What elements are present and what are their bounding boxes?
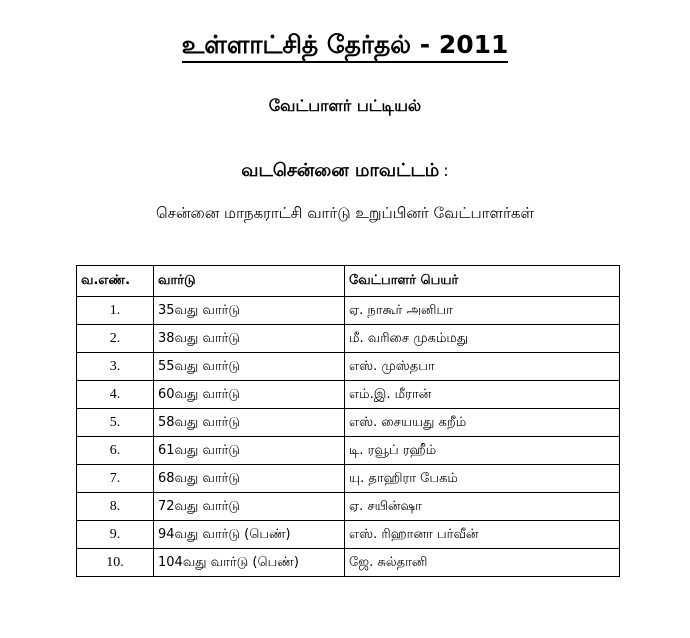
cell-serial-number: 9. [77,521,154,549]
table-row [77,549,620,577]
section-subheading: சென்னை மாநகராட்சி வார்டு உறுப்பினர் வேட்பாளர்கள் [156,204,534,222]
table-row [77,409,620,437]
header-candidate-name: வேட்பாளர் பெயர் [345,266,620,297]
district-name: வடசென்னை மாவட்டம் [241,160,440,181]
cell-candidate-name: ஏ. நாகூர் அனிபா [345,297,620,325]
cell-serial-number: 8. [77,493,154,521]
document-title-text: உள்ளாட்சித் தேர்தல் - 2011 [182,30,509,63]
cell-candidate-name: மீ. வரிசை முகம்மது [345,325,620,353]
cell-candidate-name: ஜே. சுல்தானி [345,549,620,577]
cell-candidate-name: எம்.இ. மீரான் [345,381,620,409]
cell-candidate-name: எஸ். சையயது கறீம் [345,409,620,437]
header-ward: வார்டு [154,266,345,297]
candidate-table [76,265,620,577]
cell-ward: 94வது வார்டு (பெண்) [154,521,345,549]
cell-candidate-name: ஏ. சயின்ஷா [345,493,620,521]
cell-candidate-name: எஸ். ரிஹானா பர்வீன் [345,521,620,549]
table-row [77,381,620,409]
cell-serial-number: 4. [77,381,154,409]
cell-ward: 68வது வார்டு [154,465,345,493]
cell-serial-number: 1. [77,297,154,325]
district-colon: : [443,161,449,180]
table-row [77,521,620,549]
cell-ward: 55வது வார்டு [154,353,345,381]
cell-serial-number: 2. [77,325,154,353]
cell-candidate-name: எஸ். முஸ்தபா [345,353,620,381]
cell-ward: 38வது வார்டு [154,325,345,353]
cell-ward: 58வது வார்டு [154,409,345,437]
cell-ward: 61வது வார்டு [154,437,345,465]
cell-ward: 104வது வார்டு (பெண்) [154,549,345,577]
table-row [77,353,620,381]
header-serial-number: வ.எண். [77,266,154,297]
cell-serial-number: 7. [77,465,154,493]
table-row [77,493,620,521]
cell-ward: 60வது வார்டு [154,381,345,409]
table-row [77,297,620,325]
cell-serial-number: 3. [77,353,154,381]
table-row [77,325,620,353]
table-row [77,437,620,465]
cell-ward: 72வது வார்டு [154,493,345,521]
district-heading [0,160,690,183]
cell-candidate-name: யு. தாஹிரா பேகம் [345,465,620,493]
cell-ward: 35வது வார்டு [154,297,345,325]
cell-serial-number: 5. [77,409,154,437]
table-header-row [77,266,620,297]
cell-candidate-name: டி. ரவூப் ரஹீம் [345,437,620,465]
document-subtitle: வேட்பாளர் பட்டியல் [268,96,422,115]
cell-serial-number: 10. [77,549,154,577]
document-title [0,30,690,63]
table-row [77,465,620,493]
cell-serial-number: 6. [77,437,154,465]
